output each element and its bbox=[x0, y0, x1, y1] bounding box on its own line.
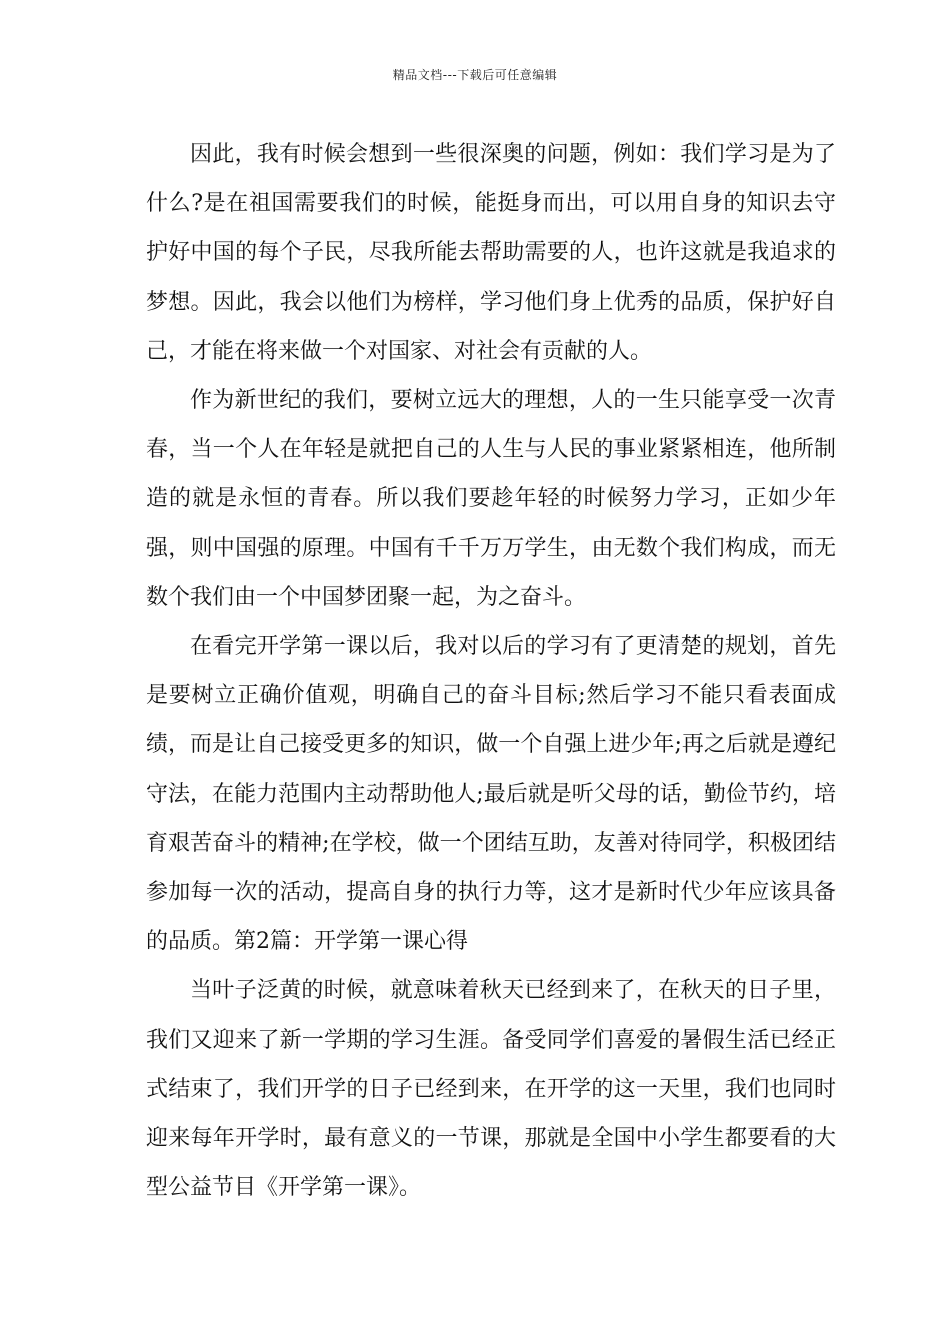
document-body bbox=[146, 130, 836, 1212]
paragraph-1: 因此，我有时候会想到一些很深奥的问题，例如：我们学习是为了什么?是在祖国需要我们的时候，能挺身而出，可以用自身的知识去守护好中国的每个子民，尽我所能去帮助需要的人，也许这就是我追求的梦想。因此，我会以他们为榜样，学习他们身上优秀的品质，保护好自己，才能在将来做一个对国家、对社会有贡献的人。 bbox=[146, 142, 836, 364]
paragraph-3: 在看完开学第一课以后，我对以后的学习有了更清楚的规划，首先是要树立正确价值观，明确自己的奋斗目标;然后学习不能只看表面成绩，而是让自己接受更多的知识，做一个自强上进少年;再之后就是遵纪守法，在能力范围内主动帮助他人;最后就是听父母的话，勤俭节约，培育艰苦奋斗的精神;在学校，做一个团结互助，友善对待同学，积极团结参加每一次的活动，提高自身的执行力等，这才是新时代少年应该具备的品质。第2篇：开学第一课心得 bbox=[146, 634, 836, 955]
paragraph-4: 当叶子泛黄的时候，就意味着秋天已经到来了，在秋天的日子里，我们又迎来了新一学期的学习生涯。备受同学们喜爱的暑假生活已经正式结束了，我们开学的日子已经到来，在开学的这一天里，我们也同时迎来每年开学时，最有意义的一节课，那就是全国中小学生都要看的大型公益节目《开学第一课》。 bbox=[146, 978, 836, 1201]
paragraph-2: 作为新世纪的我们，要树立远大的理想，人的一生只能享受一次青春，当一个人在年轻是就把自己的人生与人民的事业紧紧相连，他所制造的就是永恒的青春。所以我们要趁年轻的时候努力学习，正如少年强，则中国强的原理。中国有千千万万学生，由无数个我们构成，而无数个我们由一个中国梦团聚一起，为之奋斗。 bbox=[146, 388, 836, 610]
page-header: 精品文档---下载后可任意编辑 bbox=[392, 68, 558, 82]
